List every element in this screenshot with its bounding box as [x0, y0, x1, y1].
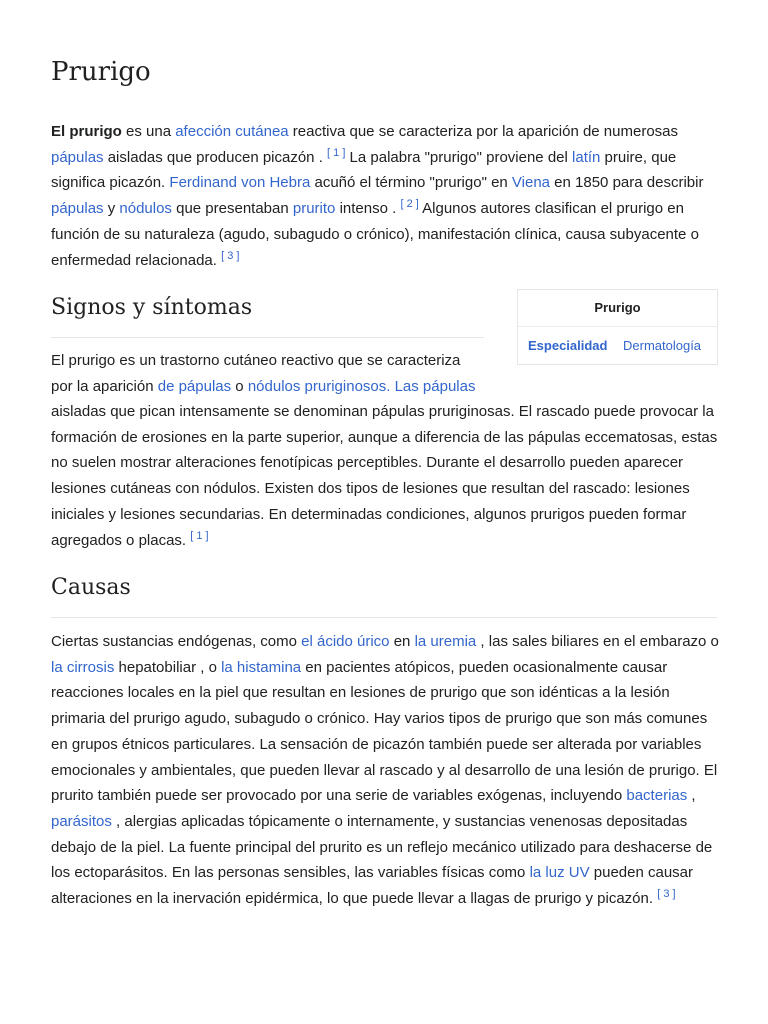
signs-paragraph-wrapped: [51, 348, 491, 399]
infobox-label-especialidad[interactable]: Especialidad: [528, 338, 608, 353]
text-run: intenso .: [335, 200, 401, 218]
text-run: aisladas que pican intensamente se denominan pápulas pruriginosas. El rascado puede provocar la formación de erosiones en la parte superior, aunque a diferencia de las pápulas eccematosas, estas no suelen mostrar alteraciones fenotípicas perceptibles. Durante el desarrollo pueden aparecer lesiones cutáneas con nódulos. Existen dos tipos de lesiones que resultan del rascado: lesiones iniciales y lesiones secundarias. En determinadas condiciones, algunos prurigos pueden formar agregados o placas.: [51, 403, 718, 549]
infobox-title: Prurigo: [594, 300, 641, 315]
text-run: hepatobiliar , o: [114, 658, 222, 676]
page-title: Prurigo: [51, 57, 151, 87]
link-ferdinand-von-hebra[interactable]: Ferdinand von Hebra: [169, 174, 311, 192]
link-nodulos[interactable]: nódulos: [119, 200, 172, 218]
link-uremia[interactable]: la uremia: [414, 633, 477, 650]
section-heading-signos: Signos y síntomas: [51, 295, 253, 320]
link-acido-urico[interactable]: el ácido úrico: [301, 633, 390, 650]
text-run: , las sales biliares en el embarazo o: [476, 633, 719, 650]
signs-paragraph: [51, 399, 721, 553]
text-run: en pacientes atópicos, pueden ocasionalmente causar reacciones locales en la piel que resultan en lesiones de prurigo que son idénticas a la lesión primaria del prurigo agudo, subagudo o crónico. Hay varios tipos de prurigo que son más comunes en grupos étnicos particulares. La sensación de picazón también puede ser alterada por variables emocionales y ambientales, que pueden llevar al rascado y al desarrollo de una lesión de prurigo. El prurito también puede ser provocado por una serie de variables exógenas, incluyendo: [51, 658, 718, 805]
link-histamina[interactable]: la histamina: [221, 658, 302, 676]
link-prurito[interactable]: prurito: [292, 200, 336, 218]
intro-bold-term: El prurigo: [51, 123, 122, 140]
link-papulas-2[interactable]: pápulas: [51, 200, 104, 218]
link-viena[interactable]: Viena: [511, 174, 551, 192]
infobox: [517, 289, 718, 365]
text-run: por la aparición: [51, 377, 158, 395]
link-nodulos-pruriginosos[interactable]: nódulos pruriginosos. Las pápulas: [247, 377, 476, 395]
reference-1[interactable]: [ 1 ]: [190, 529, 209, 542]
section-heading-causas: Causas: [51, 575, 131, 600]
link-afeccion-cutanea[interactable]: afección cutánea: [175, 123, 289, 140]
text-run: es una: [121, 123, 176, 140]
text-run: en 1850 para describir: [550, 174, 704, 192]
text-run: en: [389, 633, 415, 650]
link-latin[interactable]: latín: [572, 148, 601, 166]
section-divider: [51, 337, 484, 338]
infobox-value-dermatologia[interactable]: Dermatología: [623, 338, 702, 353]
intro-paragraph: [51, 119, 721, 273]
text-run: ,: [687, 787, 696, 805]
causes-paragraph: [51, 629, 721, 912]
reference-2[interactable]: [ 2 ]: [400, 198, 419, 211]
text-run: que presentaban: [171, 200, 293, 218]
text-run: Algunos autores clasifican el prurigo en función de su naturaleza (agudo, subagudo o crónico), manifestación clínica, causa subyacente o enfermedad relacionada.: [51, 200, 699, 269]
link-parasitos[interactable]: parásitos: [51, 812, 112, 830]
text-run: y: [103, 200, 120, 218]
link-luz-uv[interactable]: la luz UV: [529, 864, 590, 882]
text-run: , alergias aplicadas tópicamente o internamente, y sustancias venenosas depositadas debajo de la piel. La fuente principal del prurito es un reflejo mecánico utilizado para deshacerse de los ectoparásitos. En las personas sensibles, las variables físicas como: [51, 812, 713, 882]
link-de-papulas[interactable]: de pápulas: [157, 377, 232, 395]
link-papulas[interactable]: pápulas: [51, 148, 104, 166]
text-run: acuñó el término "prurigo" en: [310, 174, 512, 192]
link-cirrosis[interactable]: la cirrosis: [51, 658, 115, 676]
text-run: La palabra "prurigo" proviene del: [345, 148, 573, 166]
text-run: El prurigo es un trastorno cutáneo reactivo que se caracteriza: [51, 352, 461, 369]
reference-1[interactable]: [ 1 ]: [327, 146, 346, 159]
text-run: reactiva que se caracteriza por la aparición de numerosas: [288, 123, 679, 140]
text-run: pruire, que significa picazón.: [51, 148, 677, 192]
link-bacterias[interactable]: bacterias: [626, 787, 688, 805]
section-divider: [51, 617, 717, 618]
text-run: pueden causar alteraciones en la inervación epidérmica, lo que puede llevar a llagas de prurigo y picazón.: [51, 864, 694, 908]
reference-3[interactable]: [ 3 ]: [657, 888, 676, 901]
infobox-divider: [518, 326, 717, 327]
reference-3[interactable]: [ 3 ]: [221, 249, 240, 262]
text-run: aisladas que producen picazón .: [103, 148, 328, 166]
text-run: o: [231, 377, 248, 395]
text-run: Ciertas sustancias endógenas, como: [51, 633, 302, 650]
